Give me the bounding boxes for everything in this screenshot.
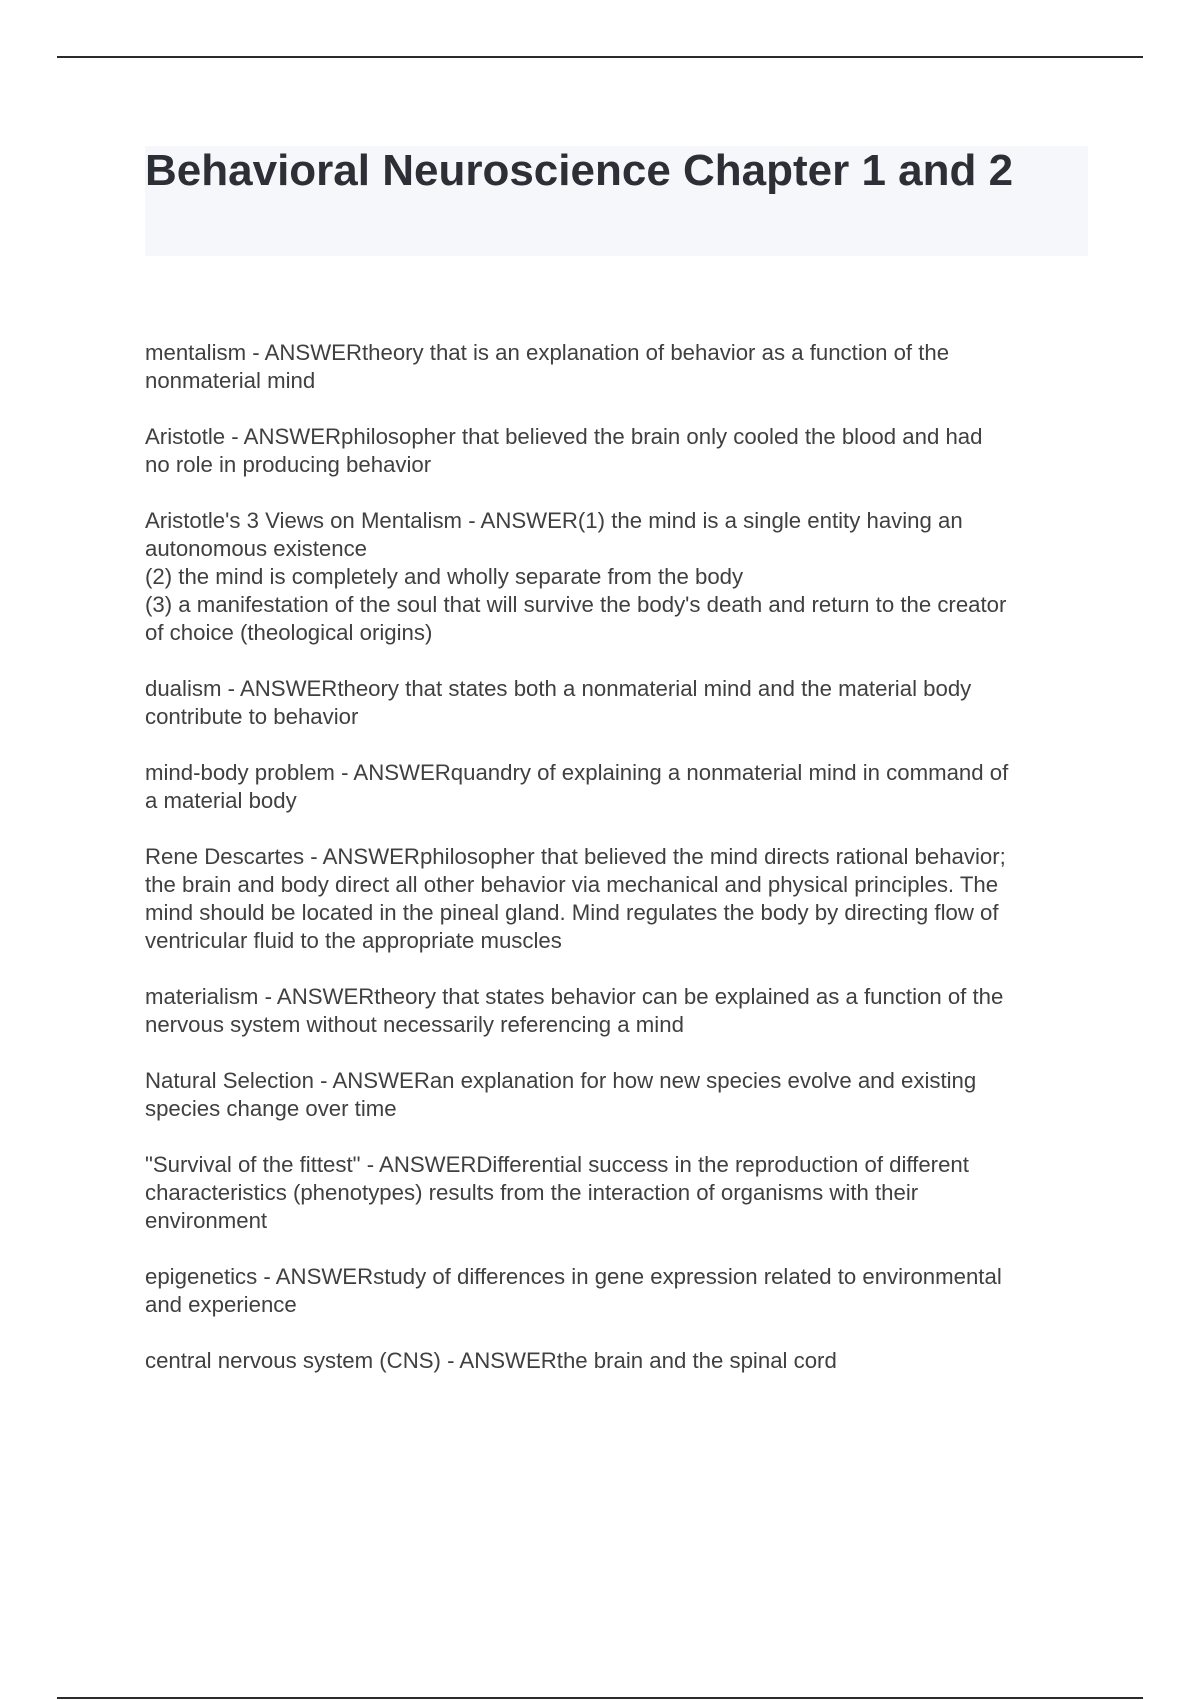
entry-natural-selection: Natural Selection - ANSWERan explanation for how new species evolve and existing species change over time (145, 1068, 977, 1121)
entry-epigenetics: epigenetics - ANSWERstudy of differences in gene expression related to environmental and experience (145, 1264, 1002, 1317)
bottom-rule (57, 1697, 1143, 1699)
entry-aristotle-views: Aristotle's 3 Views on Mentalism - ANSWER(1) the mind is a single entity having an autonomous existence (2) the mind is completely and wholly separate from the body (3) a manifestation of the soul that will survive the body's death and return to the creator of choice (theological origins) (145, 508, 1007, 645)
flashcard-list (145, 339, 1095, 1403)
entry-dualism: dualism - ANSWERtheory that states both a nonmaterial mind and the material body contribute to behavior (145, 676, 972, 729)
entry-rene-descartes: Rene Descartes - ANSWERphilosopher that believed the mind directs rational behavior; the brain and body direct all other behavior via mechanical and physical principles. The mind should be located in the pineal gland. Mind regulates the body by directing flow of ventricular fluid to the appropriate muscles (145, 844, 1006, 953)
top-rule (57, 56, 1143, 58)
page-title: Behavioral Neuroscience Chapter 1 and 2 (145, 146, 1014, 195)
entry-mentalism: mentalism - ANSWERtheory that is an explanation of behavior as a function of the nonmaterial mind (145, 340, 950, 393)
entry-aristotle: Aristotle - ANSWERphilosopher that believed the brain only cooled the blood and had no role in producing behavior (145, 424, 983, 477)
entry-materialism: materialism - ANSWERtheory that states behavior can be explained as a function of the nervous system without necessarily referencing a mind (145, 984, 1004, 1037)
entry-mind-body-problem: mind-body problem - ANSWERquandry of explaining a nonmaterial mind in command of a material body (145, 760, 1009, 813)
entry-central-nervous-system: central nervous system (CNS) - ANSWERthe brain and the spinal cord (145, 1348, 837, 1373)
entry-survival-of-the-fittest: "Survival of the fittest" - ANSWERDifferential success in the reproduction of different characteristics (phenotypes) results from the interaction of organisms with their environment (145, 1152, 969, 1233)
